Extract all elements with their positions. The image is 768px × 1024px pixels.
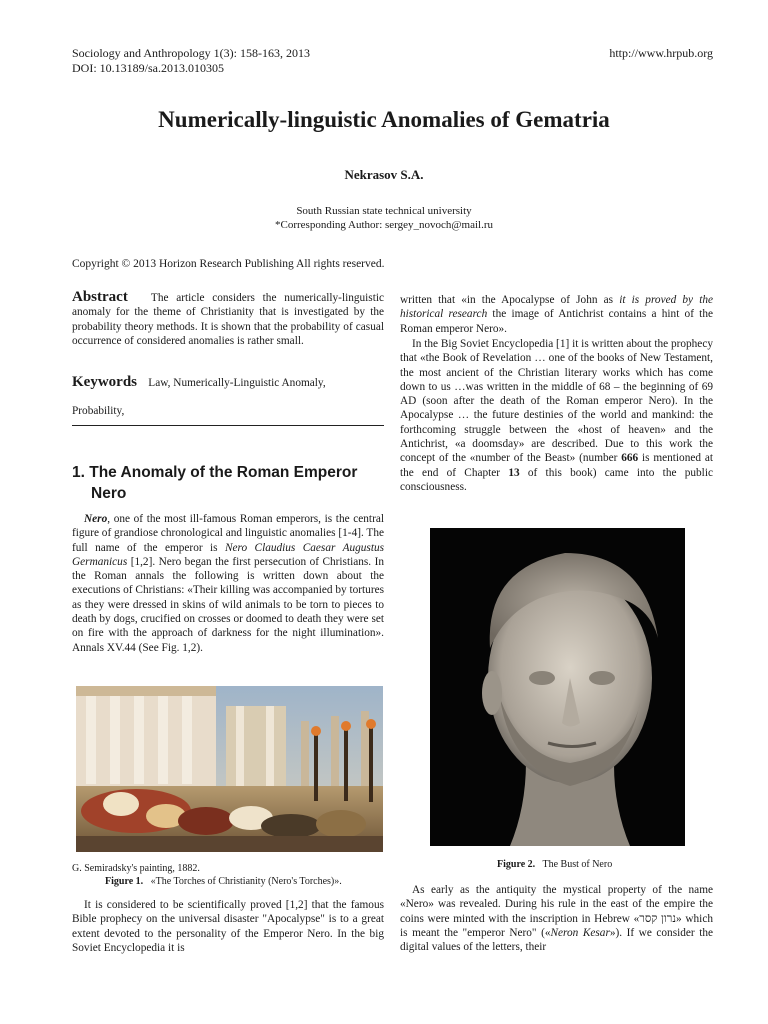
- body-paragraph-apocalypse: It is considered to be scientifically proved [1,2] that the famous Bible prophecy on the universal disaster "Apocalypse" is to a great extent devoted to the personality of the Emperor Nero. In the big Soviet Encyclopedia it is: [72, 899, 384, 954]
- para-text: As early as the antiquity the mystical property of the name «Nero» was revealed. During his rule in the east of the empire the coins were minted with the inscription in Hebrew «: [400, 884, 713, 925]
- figure-2-label: Figure 2.: [497, 859, 536, 870]
- hebrew-inscription: נרון קסר: [639, 912, 677, 925]
- nero-emphasis: Nero: [84, 513, 108, 525]
- figure-1-label: Figure 1.: [105, 876, 144, 887]
- section-divider: [72, 425, 384, 426]
- body-paragraph-nero: [72, 512, 384, 655]
- para-text: written that «in the Apocalypse of John as: [400, 294, 620, 306]
- keywords-label: Keywords: [72, 374, 137, 390]
- number-13: 13: [508, 466, 520, 479]
- abstract-label: Abstract: [72, 289, 128, 305]
- number-666: 666: [621, 452, 639, 465]
- author-name: Nekrasov S.A.: [344, 167, 424, 182]
- para-text: [1,2]. Nero began the first persecution of Christians. In the Roman annals the following is written down about the executions of Christians: «Their killing was accompanied by tortures as they were dressed in skins of wild animals to be torn to pieces to death by dogs, crucified on crosses or doomed to death they were set on fire with the approach of darkness for the night illumination». Annals XV.44 (See Fig. 1,2).: [72, 555, 384, 654]
- journal-url[interactable]: http://www.hrpub.org: [609, 46, 713, 60]
- section-title-line1: The Anomaly of the Roman Emperor: [89, 464, 358, 481]
- keywords-line1: Law, Numerically-Linguistic Anomaly,: [148, 377, 326, 389]
- affiliation-block: [0, 204, 768, 232]
- figure-2-bust-image: [430, 528, 685, 846]
- neron-kesar: Neron Kesar: [550, 926, 610, 939]
- journal-citation: Sociology and Anthropology 1(3): 158-163, 2013: [72, 46, 310, 60]
- copyright-notice: Copyright © 2013 Horizon Research Publishing All rights reserved.: [72, 258, 385, 270]
- para-text: , one of the most ill-famous Roman emperors, is the central figure of grandiose chronological and linguistic anomalies [1-4]. The full name of the emperor is: [72, 513, 384, 554]
- section-number: 1.: [72, 464, 85, 481]
- corresponding-author: *Corresponding Author: sergey_novoch@mail.ru: [275, 219, 493, 231]
- para-text: is mentioned at the end of Chapter: [400, 452, 713, 479]
- figure-2-caption-text: The Bust of Nero: [542, 859, 613, 870]
- body-paragraph-encyclopedia: [400, 337, 713, 494]
- section-title-line2: Nero: [91, 485, 127, 502]
- figure-1-caption: [105, 875, 342, 888]
- body-paragraph-antichrist: [400, 293, 713, 336]
- section-heading: [72, 462, 384, 504]
- doi: DOI: 10.13189/sa.2013.010305: [72, 61, 224, 75]
- figure-1-caption-text: «The Torches of Christianity (Nero's Torches)».: [150, 876, 342, 887]
- nero-full-name: Nero Claudius Caesar Augustus Germanicus: [72, 541, 384, 568]
- paper-title: Numerically-linguistic Anomalies of Gematria: [158, 107, 610, 132]
- figure-2-caption: [497, 858, 612, 871]
- para-text: In the Big Soviet Encyclopedia [1] it is written about the prophecy that «the Book of Revelation … one of the books of New Testament, the most ancient of the Christian literary works which has come down to us …was written in the middle of 68 – the beginning of 69 AD (soon after the death of the Roman emperor Nero). In the Apocalypse … the future destinies of the world and mankind: the forthcoming struggle between the «host of heaven» and the Antichrist, «a doomsday» are described. Due to this work the concept of the «number of the Beast» (number: [400, 338, 713, 465]
- abstract-text: The article considers the numerically-linguistic anomaly for the theme of Christianity that is investigated by the probability theory methods. It is shown that the probability of casual occurrence of considered anomalies is rather small.: [72, 292, 384, 347]
- figure-1-credit: G. Semiradsky's painting, 1882.: [72, 863, 200, 874]
- keywords-line2: Probability,: [72, 405, 125, 417]
- affiliation: South Russian state technical university: [296, 205, 472, 217]
- keywords: [72, 375, 384, 390]
- italic-phrase: it is proved by the historical research: [400, 294, 714, 321]
- running-header: [72, 46, 310, 76]
- body-paragraph-hebrew-coins: [400, 883, 713, 954]
- para-text: » which is meant the "emperor Nero" («: [400, 912, 713, 939]
- para-text: »). If we consider the digital values of the letters, their: [400, 926, 713, 954]
- para-text: of this book) came into the public consciousness.: [400, 466, 713, 493]
- abstract: [72, 290, 384, 348]
- figure-1-painting: [76, 686, 383, 852]
- para-text: the image of Antichrist contains a hint of the Roman emperor Nero».: [400, 308, 713, 335]
